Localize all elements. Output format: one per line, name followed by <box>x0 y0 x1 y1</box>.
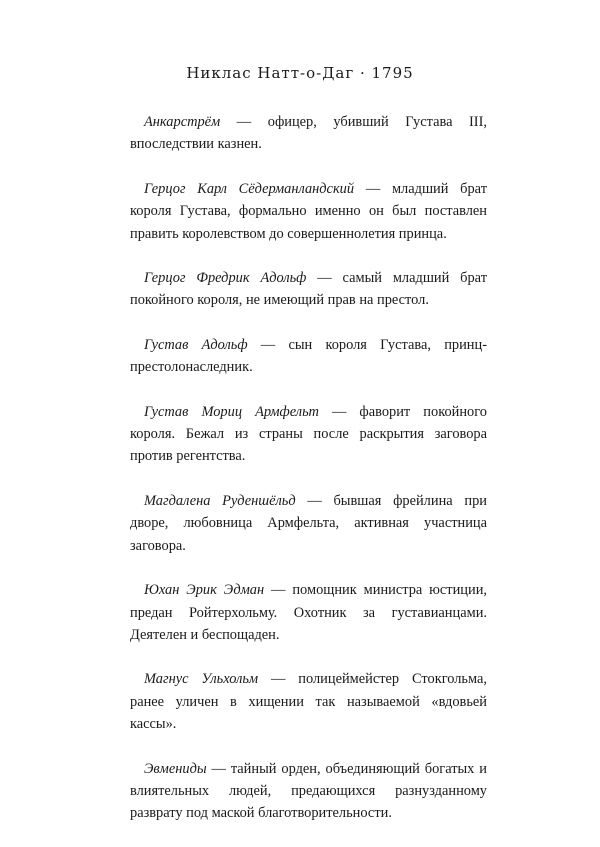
character-description: — тайный орден, объединяющий богатых и влиятельных людей, предающихся разнузданному разврату под маской благотворительности. <box>130 760 487 822</box>
character-name: Магнус Ульхольм <box>144 671 259 688</box>
character-entry <box>130 579 487 646</box>
character-description: — бывшая фрейлина при дворе, любовница Армфельта, активная участница заговора. <box>130 492 487 554</box>
character-description: — полицеймейстер Стокгольма, ранее уличен в хищении так называемой «вдовьей кассы». <box>130 671 487 733</box>
character-name: Герцог Фредрик Адольф <box>144 270 307 287</box>
character-name: Юхан Эрик Эдман <box>144 582 265 599</box>
character-name: Анкарстрём <box>144 114 221 130</box>
character-description: — самый младший брат покойного короля, не имеющий прав на престол. <box>130 270 487 309</box>
running-head: Никлас Натт-о-Даг · 1795 <box>186 64 414 82</box>
character-entry <box>130 267 487 312</box>
character-entry <box>130 178 487 245</box>
character-name: Густав Мориц Армфельт <box>144 403 319 420</box>
character-description: — помощник министра юстиции, предан Ройтерхольму. Охотник за густавианцами. Деятелен и беспощаден. <box>130 582 487 643</box>
character-name: Магдалена Руденшёльд <box>144 492 296 509</box>
character-name: Герцог Карл Сёдерманландский <box>144 180 355 197</box>
character-name: Густав Адольф <box>144 336 248 353</box>
character-description: — младший брат короля Густава, формально именно он был поставлен править королевством до совершеннолетия принца. <box>130 180 487 242</box>
character-list <box>130 111 487 847</box>
character-entry <box>130 334 487 379</box>
character-description: — фаворит покойного короля. Бежал из страны после раскрытия заговора против регентства. <box>130 403 487 465</box>
character-name: Эвмениды <box>144 760 207 777</box>
character-entry <box>130 490 487 557</box>
character-entry <box>130 758 487 825</box>
character-entry <box>130 668 487 735</box>
character-entry <box>130 111 487 156</box>
character-description: — офицер, убивший Густава III, впоследствии казнен. <box>130 114 487 153</box>
character-description: — сын короля Густава, принц-престолонаследник. <box>130 336 487 376</box>
character-entry <box>130 401 487 468</box>
